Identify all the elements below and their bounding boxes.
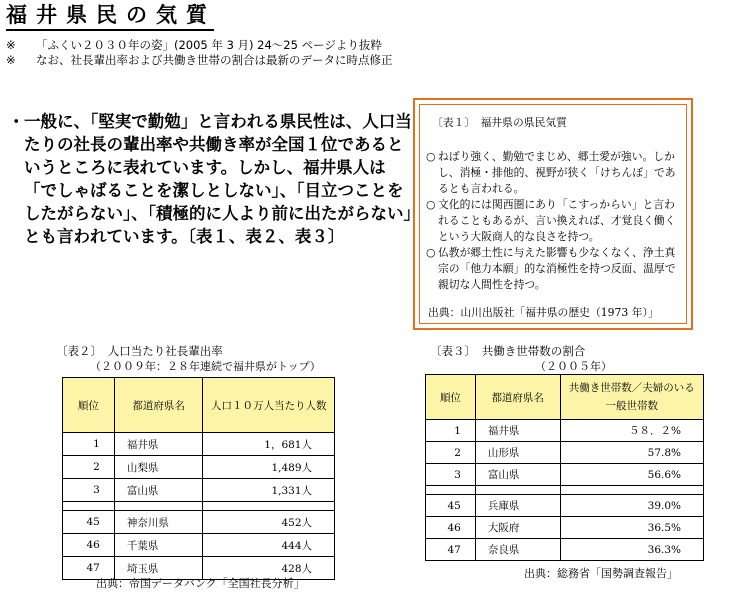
bullet-mark: ・ xyxy=(8,112,25,131)
pref-cell: 富山県 xyxy=(475,464,560,486)
table3-subcaption: （２００５年） xyxy=(535,360,612,373)
table-row xyxy=(63,534,335,557)
title-underline xyxy=(6,29,214,31)
list-item xyxy=(426,197,682,245)
table-row xyxy=(63,511,335,534)
table-row xyxy=(63,479,335,502)
value-cell: 1,331人 xyxy=(203,479,335,502)
table-row xyxy=(63,433,335,456)
table-row xyxy=(426,495,704,517)
pref-cell: 千葉県 xyxy=(114,534,203,557)
header-cell: 人口１０万人当たり人数 xyxy=(203,378,335,433)
pref-cell: 奈良県 xyxy=(475,539,560,561)
rank-cell: 47 xyxy=(426,539,476,561)
value-cell: 57.8% xyxy=(560,442,704,464)
pref-cell: 山形県 xyxy=(475,442,560,464)
rank-cell: 1 xyxy=(426,420,476,442)
pref-cell: 福井県 xyxy=(475,420,560,442)
value-cell: ５８．２% xyxy=(560,420,704,442)
pref-cell: 山梨県 xyxy=(114,456,203,479)
note-line xyxy=(6,38,393,53)
rank-cell: 1 xyxy=(63,433,115,456)
note-line xyxy=(6,53,393,68)
rank-cell: 47 xyxy=(63,557,115,580)
pref-cell: 兵庫県 xyxy=(475,495,560,517)
circle-mark: ○ xyxy=(426,150,436,163)
table-row xyxy=(426,464,704,486)
pref-cell: 福井県 xyxy=(114,433,203,456)
page-title: 福井県民の気質 xyxy=(6,3,216,27)
rank-cell: 45 xyxy=(63,511,115,534)
header-cell: 都道府県名 xyxy=(475,375,560,420)
note-text: 「ふくい２０３０年の姿」(2005 年 3 月) 24～25 ページより抜粋 xyxy=(36,38,382,52)
pref-cell: 大阪府 xyxy=(475,517,560,539)
table1-caption: 〔表１〕 福井県の県民気質 xyxy=(432,116,567,129)
table2-source: 出典：帝国データバンク「全国社長分析」 xyxy=(96,577,305,590)
notes xyxy=(6,38,393,68)
table2-caption: 〔表２〕 人口当たり社長輩出率 xyxy=(56,344,223,358)
table3-caption: 〔表３〕 共働き世帯数の割合 xyxy=(430,344,586,358)
body-text: 一般に、「堅実で勤勉」と言われる県民性は、人口当たりの社長の輩出率や共働き率が全国１位であるというところに表れています。しかし、福井県人は「でしゃばることを潔しとしない」、「目立つことをしたがらない」、「積極的に人より前に出たがらない」とも言われています。〔表１、表２、表３〕 xyxy=(24,112,412,246)
table-row xyxy=(426,539,704,561)
pref-cell: 神奈川県 xyxy=(114,511,203,534)
value-cell: 452人 xyxy=(203,511,335,534)
header-cell: 共働き世帯数／夫婦のいる一般世帯数 xyxy=(560,375,704,420)
table1-source: 出典：山川出版社「福井県の歴史（1973 年）」 xyxy=(428,306,659,319)
value-cell: 428人 xyxy=(203,557,335,580)
value-cell: 39.0% xyxy=(560,495,704,517)
pref-cell: 富山県 xyxy=(114,479,203,502)
rank-cell: 3 xyxy=(426,464,476,486)
rank-cell: 2 xyxy=(63,456,115,479)
table-gap-row xyxy=(63,502,335,511)
value-cell: 444人 xyxy=(203,534,335,557)
table1-box xyxy=(419,104,687,324)
rank-cell: 3 xyxy=(63,479,115,502)
circle-mark: ○ xyxy=(426,198,436,211)
table-row xyxy=(63,456,335,479)
list-item-text: 仏教が郷土性に与えた影響も少なくなく、浄土真宗の「他力本願」的な消極性を持つ反面、温厚で親切な人間性を持つ。 xyxy=(438,246,676,291)
value-cell: 1,489人 xyxy=(203,456,335,479)
value-cell: 1，681人 xyxy=(203,433,335,456)
value-cell: 36.3% xyxy=(560,539,704,561)
list-item xyxy=(426,245,682,293)
rank-cell: 2 xyxy=(426,442,476,464)
table-row xyxy=(426,420,704,442)
table1-items xyxy=(426,149,682,293)
circle-mark: ○ xyxy=(426,246,436,259)
list-item-text: 文化的には関西圏にあり「こすっからい」と言われることもあるが、言い換えれば、才覚良く働くという大阪商人的な良さを持つ。 xyxy=(438,198,676,243)
rank-cell: 45 xyxy=(426,495,476,517)
pref-cell: 埼玉県 xyxy=(114,557,203,580)
header-cell: 順位 xyxy=(426,375,476,420)
note-mark: ※ xyxy=(6,53,16,67)
rank-cell: 46 xyxy=(426,517,476,539)
table3 xyxy=(425,374,704,561)
table-row xyxy=(426,517,704,539)
note-mark: ※ xyxy=(6,38,16,52)
list-item xyxy=(426,149,682,197)
value-cell: 36.5% xyxy=(560,517,704,539)
rank-cell: 46 xyxy=(63,534,115,557)
table3-source: 出典：総務省「国勢調査報告」 xyxy=(524,567,678,580)
value-cell: 56.6% xyxy=(560,464,704,486)
table-header-row xyxy=(63,378,335,433)
table-row xyxy=(426,442,704,464)
table2 xyxy=(62,377,335,580)
table2-subcaption: （２００９年：２８年連続で福井県がトップ） xyxy=(90,360,321,373)
header-cell: 順位 xyxy=(63,378,115,433)
note-text: なお、社長輩出率および共働き世帯の割合は最新のデータに時点修正 xyxy=(36,53,393,67)
table-header-row xyxy=(426,375,704,420)
header-cell: 都道府県名 xyxy=(114,378,203,433)
table-gap-row xyxy=(426,486,704,495)
list-item-text: ねばり強く、勤勉でまじめ、郷土愛が強い。しかし、消極・排他的、視野が狭く「けちんぼ」であるとも言われる。 xyxy=(438,150,676,195)
